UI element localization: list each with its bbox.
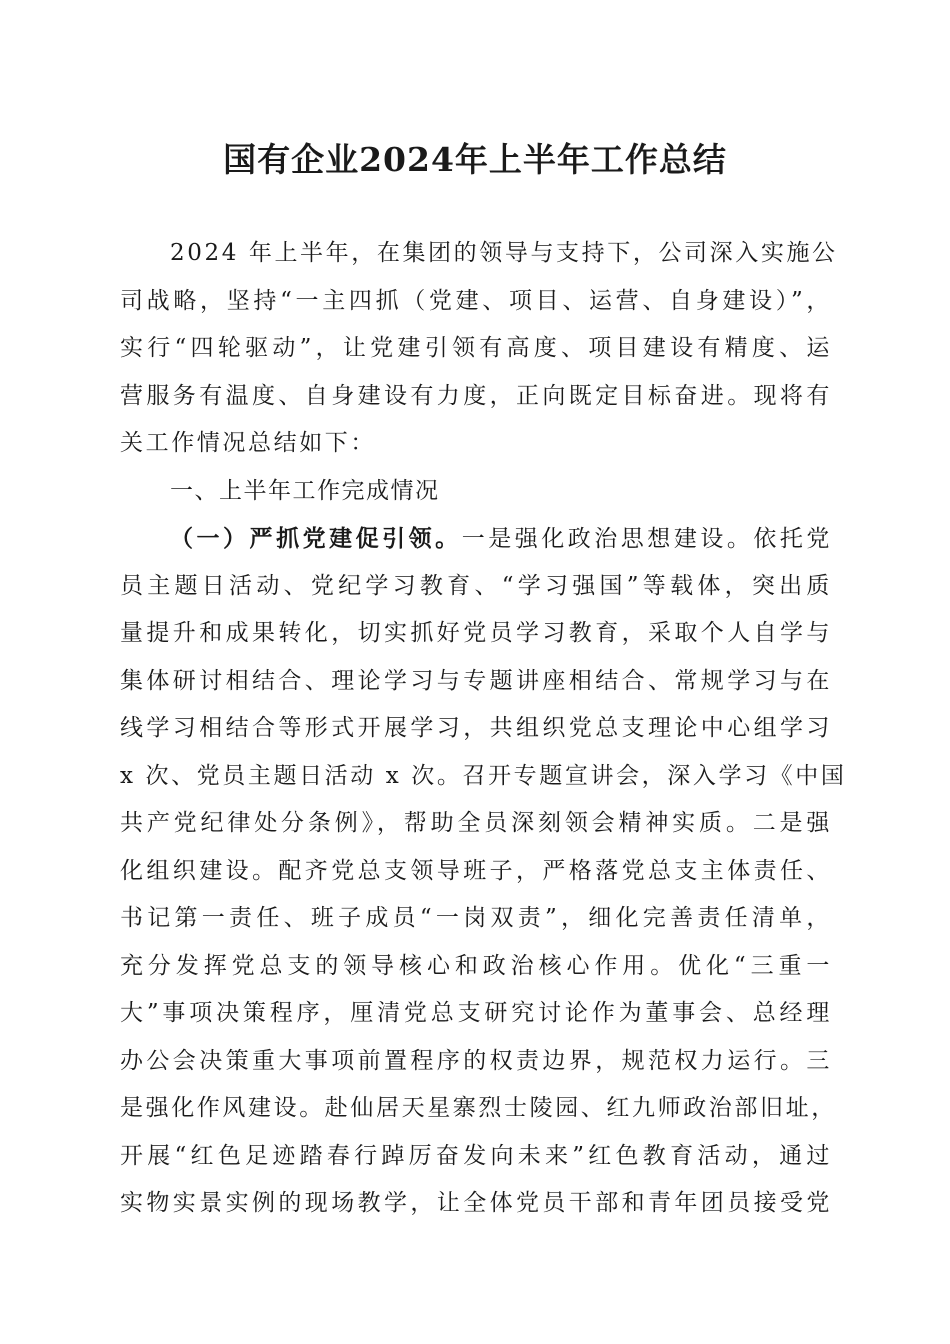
- para1-line: 集体研讨相结合、理论学习与专题讲座相结合、常规学习与在: [120, 667, 832, 694]
- intro-line: 关工作情况总结如下：: [120, 430, 376, 456]
- para1-line: 书记第一责任、班子成员“一岗双责”，细化完善责任清单，: [120, 905, 832, 931]
- intro-line: 司战略，坚持“一主四抓（党建、项目、运营、自身建设）”，: [120, 287, 832, 314]
- para1-line: 大”事项决策程序，厘清党总支研究讨论作为董事会、总经理: [120, 1000, 832, 1026]
- para1-line: 充分发挥党总支的领导核心和政治核心作用。优化“三重一: [120, 952, 832, 979]
- para1-line: 员主题日活动、党纪学习教育、“学习强国”等载体，突出质: [120, 572, 832, 599]
- para1-line: 开展“红色足迹踏春行踔厉奋发向未来”红色教育活动，通过: [120, 1142, 832, 1169]
- para1-line: 线学习相结合等形式开展学习，共组织党总支理论中心组学习: [120, 715, 832, 741]
- intro-line: 实行“四轮驱动”，让党建引领有高度、项目建设有精度、运: [120, 335, 832, 361]
- para1-line: 办公会决策重大事项前置程序的权责边界，规范权力运行。三: [120, 1047, 832, 1074]
- intro-line: 2024 年上半年，在集团的领导与支持下，公司深入实施公: [170, 240, 838, 266]
- document-title: 国有企业2024年上半年工作总结: [223, 140, 727, 179]
- para1-line: 共产党纪律处分条例》，帮助全员深刻领会精神实质。二是强: [120, 810, 832, 836]
- para1-first-line-text: 一是强化政治思想建设。依托党: [461, 526, 832, 552]
- para1-line: 是强化作风建设。赴仙居天星寨烈士陵园、红九师政治部旧址，: [120, 1095, 837, 1121]
- para1-line: 化组织建设。配齐党总支领导班子，严格落党总支主体责任、: [120, 857, 832, 884]
- section-heading: 一、上半年工作完成情况: [170, 477, 440, 504]
- subsection-heading: （一）严抓党建促引领。: [170, 525, 462, 552]
- para1-line: 量提升和成果转化，切实抓好党员学习教育，采取个人自学与: [120, 620, 832, 646]
- intro-line: 营服务有温度、自身建设有力度，正向既定目标奋进。现将有: [120, 382, 832, 409]
- para1-line: 实物实景实例的现场教学，让全体党员干部和青年团员接受党: [120, 1190, 832, 1216]
- para1-line: x 次、党员主题日活动 x 次。召开专题宣讲会，深入学习《中国: [120, 762, 847, 789]
- para1-first-line: [120, 515, 832, 563]
- document-body: [120, 230, 847, 1228]
